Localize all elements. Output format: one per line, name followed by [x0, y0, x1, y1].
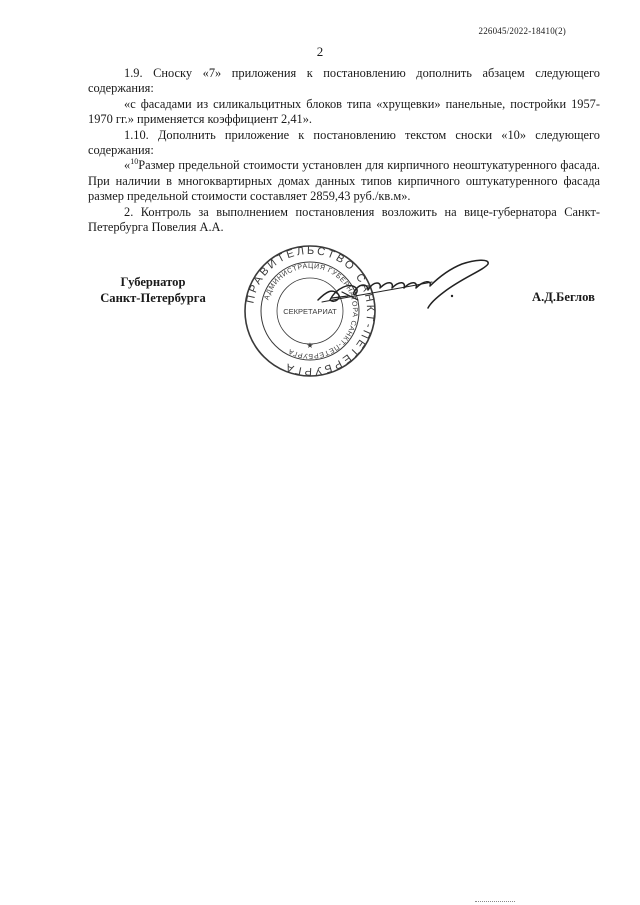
- footnote-text: Размер предельной стоимости установлен для кирпичного неоштукатуренного фасада. При наличии в многоквартирных домах данных типов кирпичного оштукатуренного фасада размер предельной стоимости составляет 2859,43 руб./кв.м».: [88, 158, 600, 204]
- stamp-inner-text: АДМИНИСТРАЦИЯ ГУБЕРНАТОРА САНКТ-ПЕТЕРБУРГА: [263, 262, 359, 360]
- paragraph-1-9: 1.9. Сноску «7» приложения к постановлению дополнить абзацем следующего содержания:: [88, 66, 600, 96]
- handwritten-signature: [312, 252, 502, 322]
- signatory-title: [88, 274, 218, 306]
- paragraph-footnote-10: [88, 158, 600, 204]
- stamp-star-icon: ★: [306, 341, 314, 350]
- paragraph-2: 2. Контроль за выполнением постановления возложить на вице-губернатора Санкт-Петербурга Повелия А.А.: [88, 204, 600, 235]
- paragraph-1-10: 1.10. Дополнить приложение к постановлению текстом сноски «10» следующего содержания:: [88, 127, 600, 158]
- signatory-title-line2: Санкт-Петербурга: [100, 291, 206, 305]
- signatory-title-line1: Губернатор: [120, 275, 186, 289]
- paragraph-1-9-quote: «с фасадами из силикальцитных блоков типа «хрущевки» панельные, постройки 1957-1970 гг.» применяется коэффициент 2,41».: [88, 96, 600, 127]
- stamp-center-text: СЕКРЕТАРИАТ: [283, 307, 337, 316]
- signature-icon: [312, 252, 502, 322]
- page-number: 2: [316, 44, 324, 59]
- signatory-name: А.Д.Беглов: [532, 290, 595, 304]
- document-number: 226045/2022-18410(2): [478, 26, 566, 36]
- quote-open: «: [124, 158, 131, 173]
- footer-divider: [475, 901, 515, 902]
- document-body: [88, 66, 600, 235]
- footnote-marker: 10: [130, 157, 139, 167]
- stamp-outer-text: ПРАВИТЕЛЬСТВО САНКТ-ПЕТЕРБУРГА: [244, 244, 377, 378]
